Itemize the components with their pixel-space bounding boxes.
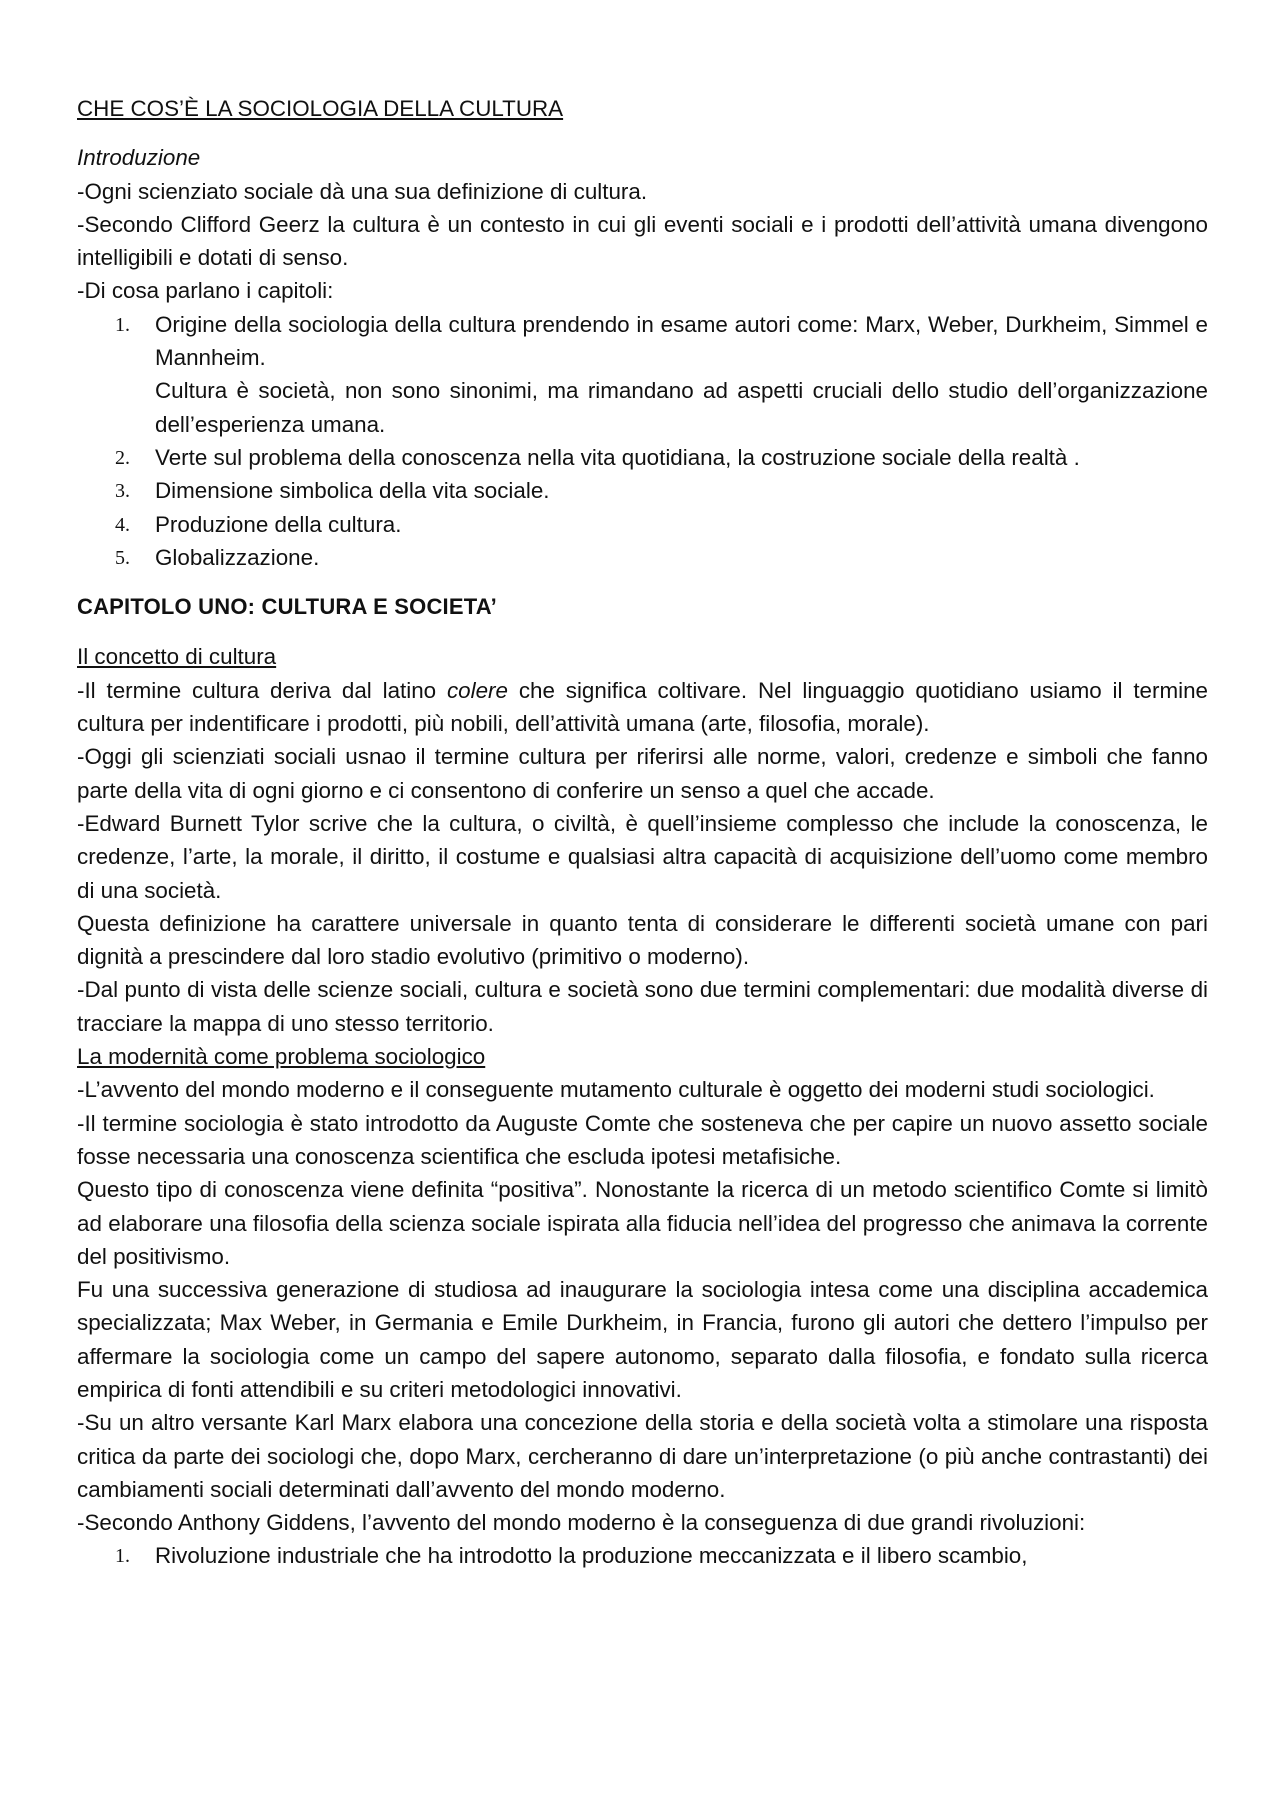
list-item	[77, 308, 1208, 441]
list-number: 3.	[115, 480, 130, 503]
intro-paragraph-2: -Secondo Clifford Geerz la cultura è un contesto in cui gli eventi sociali e i prodotti dell’attività umana divengono intelligibili e dotati di senso.	[77, 211, 1208, 271]
list-number: 1.	[115, 1545, 130, 1568]
document-title: CHE COS’È LA SOCIOLOGIA DELLA CULTURA	[77, 96, 564, 121]
list-item	[77, 508, 1208, 541]
list-item-text: Globalizzazione.	[155, 544, 320, 570]
text-run: che significa coltivare. Nel linguaggio quotidiano usiamo il termine cultura per indentificare i prodotti, più nobili, dell’attività umana (arte, filosofia, morale).	[77, 677, 1208, 737]
modernity-paragraph-5: -Su un altro versante Karl Marx elabora una concezione della storia e della società volta a stimolare una risposta critica da parte dei sociologi che, dopo Marx, cercheranno di dare un’interpretazione (o più anche contrastanti) dei cambiamenti sociali determinati dall’avvento del mondo moderno.	[77, 1410, 1208, 1502]
modernity-paragraph-3: Questo tipo di conoscenza viene definita “positiva”. Nonostante la ricerca di un metodo scientifico Comte si limitò ad elaborare una filosofia della scienza sociale ispirata alla fiducia nell’idea del progresso che animava la corrente del positivismo.	[77, 1177, 1208, 1269]
list-item-text: Dimensione simbolica della vita sociale.	[155, 478, 550, 504]
list-number: 1.	[115, 313, 130, 336]
modernity-paragraph-4: Fu una successiva generazione di studiosa ad inaugurare la sociologia intesa come una disciplina accademica specializzata; Max Weber, in Germania e Emile Durkheim, in Francia, furono gli autori che dettero l’impulso per affermare la sociologia come un campo del sapere autonomo, separato dalla filosofia, e fondato sulla ricerca empirica di fonti attendibili e su criteri metodologici innovativi.	[77, 1277, 1208, 1402]
list-item	[77, 474, 1208, 507]
list-number: 2.	[115, 446, 130, 469]
modernity-paragraph-1: -L’avvento del mondo moderno e il conseguente mutamento culturale è oggetto dei moderni studi sociologici.	[77, 1077, 1155, 1103]
concept-paragraph-3: -Edward Burnett Tylor scrive che la cultura, o civiltà, è quell’insieme complesso che include la conoscenza, le credenze, l’arte, la morale, il diritto, il costume e qualsiasi altra capacità di acquisizione dell’uomo come membro di una società.	[77, 810, 1208, 903]
chapter-heading: CAPITOLO UNO: CULTURA E SOCIETA’	[77, 594, 497, 620]
intro-paragraph-3: -Di cosa parlano i capitoli:	[77, 278, 334, 304]
list-item	[77, 1539, 1208, 1572]
section-heading-concept: Il concetto di cultura	[77, 644, 277, 670]
list-number: 4.	[115, 513, 130, 536]
list-item	[77, 441, 1208, 474]
list-item-text-continued: Cultura è società, non sono sinonimi, ma rimandano ad aspetti cruciali dello studio dell’organizzazione dell’esperienza umana.	[155, 378, 1208, 437]
list-item-text: Origine della sociologia della cultura prendendo in esame autori come: Marx, Weber, Durkheim, Simmel e Mannheim.	[155, 311, 1208, 371]
modernity-paragraph-6: -Secondo Anthony Giddens, l’avvento del mondo moderno è la conseguenza di due grandi rivoluzioni:	[77, 1510, 1086, 1536]
list-item-text: Rivoluzione industriale che ha introdotto la produzione meccanizzata e il libero scambio,	[155, 1543, 1028, 1569]
concept-paragraph-1	[77, 674, 1208, 741]
list-number: 5.	[115, 546, 130, 569]
list-item-text: Produzione della cultura.	[155, 511, 402, 537]
modernity-paragraph-2: -Il termine sociologia è stato introdotto da Auguste Comte che sosteneva che per capire un nuovo assetto sociale fosse necessaria una conoscenza scientifica che escluda ipotesi metafisiche.	[77, 1110, 1208, 1169]
intro-paragraph-1: -Ogni scienziato sociale dà una sua definizione di cultura.	[77, 178, 648, 204]
text-run: -Il termine cultura deriva dal latino	[77, 677, 447, 703]
revolutions-list	[77, 1539, 1208, 1572]
chapters-list	[77, 308, 1208, 574]
concept-paragraph-2: -Oggi gli scienziati sociali usnao il termine cultura per riferirsi alle norme, valori, credenze e simboli che fanno parte della vita di ogni giorno e ci consentono di conferire un senso a quel che accade.	[77, 744, 1208, 803]
document-body	[77, 78, 1208, 1573]
intro-heading: Introduzione	[77, 145, 201, 171]
list-item-text: Verte sul problema della conoscenza nella vita quotidiana, la costruzione sociale della realtà .	[155, 444, 1080, 470]
section-heading-modernity: La modernità come problema sociologico	[77, 1044, 486, 1070]
concept-paragraph-5: -Dal punto di vista delle scienze sociali, cultura e società sono due termini complementari: due modalità diverse di tracciare la mappa di uno stesso territorio.	[77, 977, 1208, 1036]
concept-paragraph-4: Questa definizione ha carattere universale in quanto tenta di considerare le differenti società umane con pari dignità a prescindere dal loro stadio evolutivo (primitivo o moderno).	[77, 910, 1208, 970]
list-item	[77, 541, 1208, 574]
emphasis-text: colere	[446, 677, 508, 703]
